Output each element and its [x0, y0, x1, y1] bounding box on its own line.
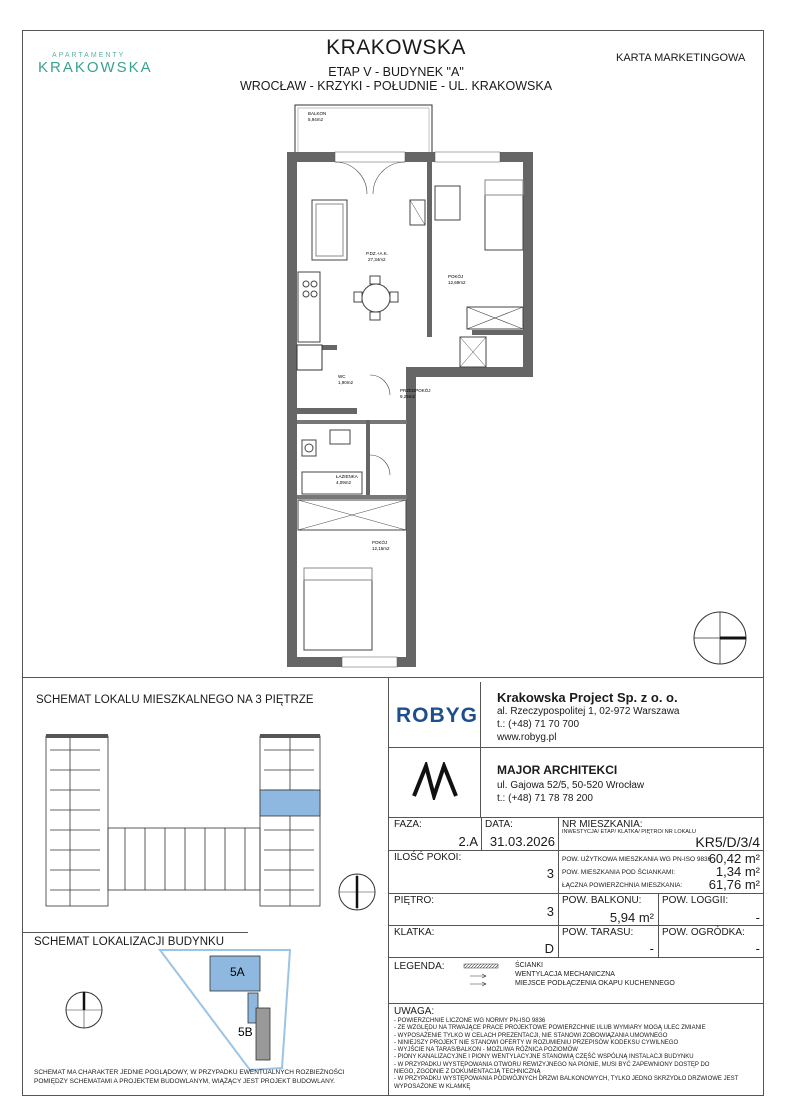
uwaga-line: NIEGO, ZGODNIE Z DOKUMENTACJĄ TECHNICZNĄ [394, 1069, 541, 1076]
area1-value: 60,42 m² [708, 851, 760, 866]
faza-value: 2.A [458, 834, 478, 849]
uwaga-line: - NINIEJSZY PROJEKT NIE STANOWI OFERTY W ROZUMIENIU PRZEPISÓW KODEKSU CYWILNEGO [394, 1039, 679, 1046]
hall-area: 9,25m2 [400, 394, 416, 399]
robyg-logo: ROBYG [396, 704, 479, 727]
dining-table [362, 284, 390, 312]
major-logo-icon [412, 762, 462, 800]
developer-name: Krakowska Project Sp. z o. o. [497, 690, 678, 705]
uwaga-line: - W PRZYPADKU WYSTĘPOWANIA PODWÓJNYCH DRZWI BALKONOWYCH, TYLKO JEDNO SKRZYDŁO DRZWIOWE JEST [394, 1076, 739, 1083]
legend-item-hood: MIEJSCE PODŁĄCZENIA OKAPU KUCHENNEGO [515, 980, 675, 987]
col-line-2 [558, 817, 559, 957]
room2-area: 12,15m2 [372, 546, 390, 551]
architect-name: MAJOR ARCHITEKCI [497, 763, 618, 777]
location-schema-title: SCHEMAT LOKALIZACJI BUDYNKU [34, 936, 225, 948]
legend-item-walls: ŚCIANKI [515, 962, 544, 969]
legend-title: LEGENDA: [394, 961, 445, 972]
ogrodek-value: - [755, 941, 760, 956]
card-type: KARTA MARKETINGOWA [616, 52, 746, 64]
architect-address: ul. Gajowa 52/5, 50-520 Wrocław [497, 780, 645, 791]
bed-room1 [485, 180, 523, 250]
building-label-5b: 5B [238, 1025, 253, 1039]
balcony-name: BALKON [308, 111, 327, 116]
pokoi-value: 3 [546, 866, 554, 881]
floor-schema [40, 730, 330, 910]
bath-name: ŁAZIENKA [336, 474, 358, 479]
balkon-value: 5,94 m² [609, 910, 654, 925]
arch-divider [388, 817, 764, 818]
klatka-value: D [544, 941, 554, 956]
klatka-label: KLATKA: [394, 927, 435, 938]
nr-label: NR MIESZKANIA: [562, 819, 643, 830]
living-name: P.DZ.+A.K. [366, 251, 389, 256]
faza-label: FAZA: [394, 819, 422, 830]
nr-sublabel: INWESTYCJA/ ETAP/ KLATKA/ PIĘTRO/ NR LOKALU [562, 829, 696, 835]
row-line-3 [388, 925, 764, 926]
divider-vertical [388, 677, 389, 1096]
col-line-1 [481, 817, 482, 850]
developer-phone: t.: (+48) 71 70 700 [497, 719, 580, 730]
developer-address: al. Rzeczypospolitej 1, 02-972 Warszawa [497, 706, 680, 717]
floor-schema-title: SCHEMAT LOKALU MIESZKALNEGO NA 3 PIĘTRZE [36, 694, 314, 706]
room1-area: 12,69m2 [448, 280, 466, 285]
uwaga-line: - WYPOSAŻENIE TYLKO W CELACH PREZENTACJI, NIE STANOWI ZOBOWIĄZANIA UMOWNEGO [394, 1032, 668, 1039]
bath-area: 4,09m2 [336, 480, 352, 485]
data-label: DATA: [485, 819, 513, 830]
taras-value: - [649, 941, 654, 956]
wc-area: 1,90m2 [338, 380, 354, 385]
pietro-value: 3 [546, 904, 554, 919]
wc-name: WC [338, 374, 346, 379]
uwaga-line: - WYJŚCIE NA TARAS/BALKON - MOŻLIWA RÓŻNICA POZIOMÓW [394, 1047, 578, 1054]
uwaga-line: - PIONY KANALIZACYJNE I PIONY WENTYLACYJNE STANOWIĄ CZĘŚĆ WSPÓLNĄ INSTALACJI BUDYNKU [394, 1054, 694, 1061]
logo-top-text: APARTAMENTY [52, 52, 126, 59]
area2-label: POW. MIESZKANIA POD ŚCIANKAMI: [562, 869, 676, 876]
area3-label: ŁĄCZNA POWIERZCHNIA MIESZKANIA: [562, 882, 683, 889]
location-subtitle: WROCŁAW - KRZYKI - POŁUDNIE - UL. KRAKOWSKA [239, 79, 553, 93]
dev-divider [388, 747, 764, 748]
row-line-4 [388, 957, 764, 958]
divider-main [22, 677, 764, 678]
uwaga-title: UWAGA: [394, 1006, 435, 1017]
area3-value: 61,76 m² [708, 877, 760, 892]
legend-symbols [462, 962, 502, 992]
taras-label: POW. TARASU: [562, 927, 634, 938]
nr-value: KR5/D/3/4 [695, 834, 760, 850]
uwaga-notes [394, 1018, 754, 1091]
ogrodek-label: POW. OGRÓDKA: [662, 927, 745, 938]
building-label-5a: 5A [230, 965, 245, 979]
uwaga-line: - POWIERZCHNIE LICZONE WG NORMY PN-ISO 9836 [394, 1018, 546, 1024]
balkon-label: POW. BALKONU: [562, 895, 642, 906]
sofa [312, 200, 347, 260]
logo-divider [480, 682, 481, 817]
legend-item-vent: WENTYLACJA MECHANICZNA [515, 971, 615, 978]
floor-plan [280, 100, 540, 670]
data-value: 31.03.2026 [489, 834, 555, 849]
row-line-5 [388, 1003, 764, 1004]
uwaga-line: - W PRZYPADKU WYSTĘPOWANIA OTWORU REWIZYJNEGO NA PIONIE, MUSI BYĆ ZAPEWNIONY DOSTĘP DO [394, 1061, 710, 1068]
stage-subtitle: ETAP V - BUDYNEK "A" [328, 65, 464, 79]
row-line-2 [388, 893, 764, 894]
location-divider [22, 932, 248, 933]
compass-icon-location [64, 990, 104, 1030]
compass-icon [692, 610, 748, 666]
room1-name: POKÓJ [448, 274, 464, 279]
area1-label: POW. UŻYTKOWA MIESZKANIA WG PN-ISO 9836: [562, 856, 714, 863]
compass-icon-small [337, 872, 377, 912]
area2-value: 1,34 m² [715, 864, 760, 879]
pokoi-label: ILOŚĆ POKOI: [394, 852, 462, 863]
location-schema [150, 948, 300, 1073]
pietro-label: PIĘTRO: [394, 895, 435, 906]
loggia-value: - [755, 910, 760, 925]
apartment-highlight [260, 790, 320, 816]
developer-web: www.robyg.pl [497, 732, 557, 743]
room2-name: POKÓJ [372, 540, 388, 545]
uwaga-line: - ZE WZGLĘDU NA TRWAJĄCE PRACE PROJEKTOWE POWIERZCHNIE I/LUB WYMIARY MOGĄ ULEC ZMIANIE [394, 1025, 706, 1032]
hall-name: PRZEDPOKÓJ [400, 388, 431, 393]
uwaga-line: WYPOSAŻONE W KLAMKĘ [394, 1083, 471, 1090]
balcony-area: 5,94m2 [308, 117, 324, 122]
loggia-label: POW. LOGGII: [662, 895, 729, 906]
architect-phone: t.: (+48) 71 78 78 200 [497, 793, 593, 804]
logo-main-text: KRAKOWSKA [38, 59, 153, 76]
page-title: KRAKOWSKA [326, 36, 466, 59]
disclaimer: SCHEMAT MA CHARAKTER JEDNIE POGLĄDOWY, W PRZYPADKU EWENTUALNYCH ROZBIEŻNOŚCI POMIĘDZY SCHEMATAMI A PROJEKTEM BUDOWLANYM, WIĄŻĄCY JEST PROJEKT BUDOWLANY. [34, 1069, 345, 1085]
living-area: 27,34m2 [368, 257, 386, 262]
